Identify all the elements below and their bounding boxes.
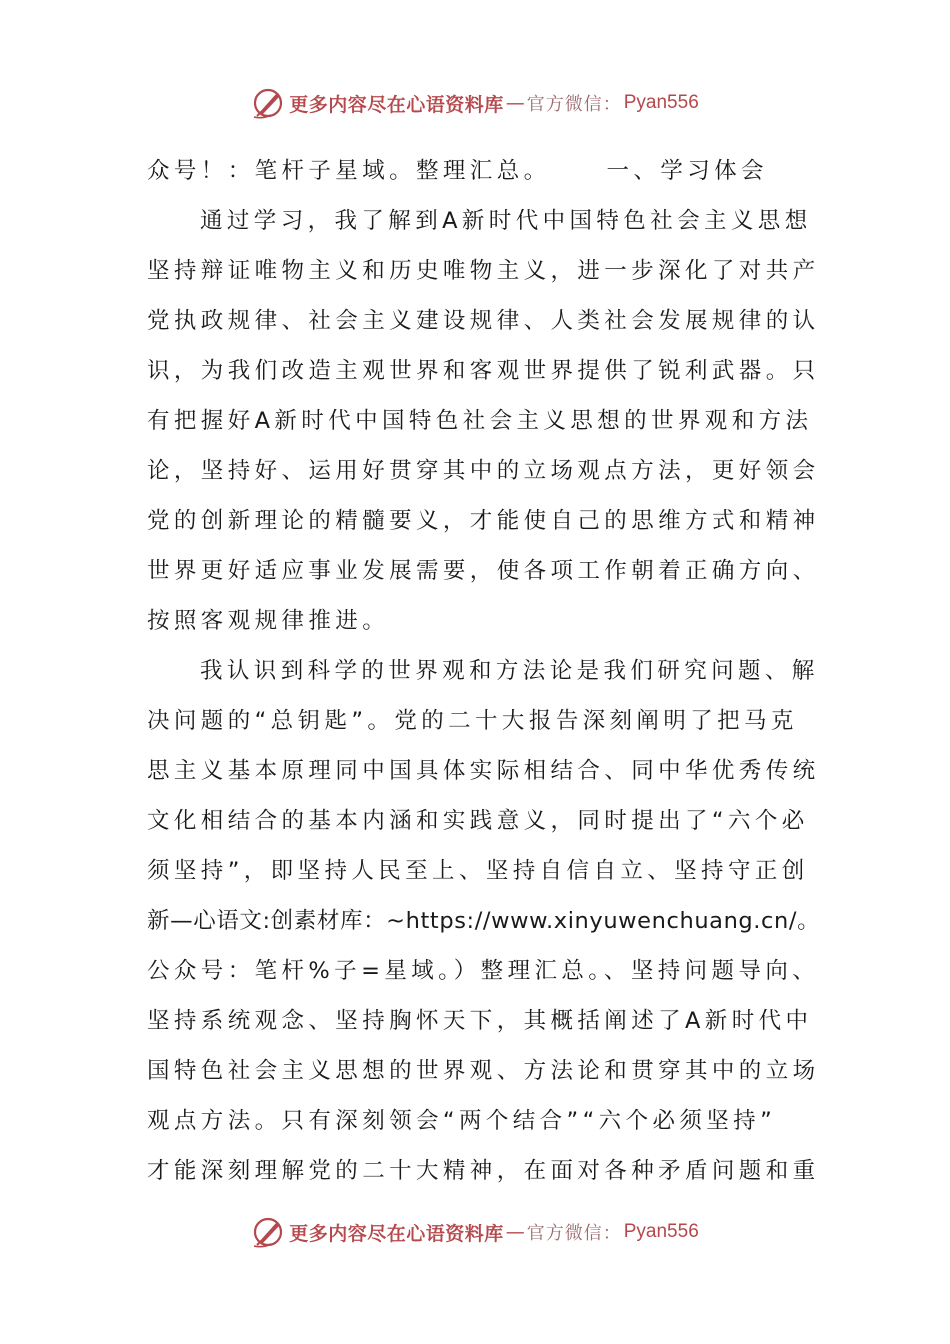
- first-line-text: 众号！：笔杆子星域。整理汇总。: [147, 158, 551, 184]
- text-line: 须坚持”，即坚持人民至上、坚持自信自立、坚持守正创: [147, 858, 809, 884]
- section-heading: 一、学习体会: [606, 158, 768, 184]
- banner-dash: —: [505, 92, 525, 114]
- text-line: 才能深刻理解党的二十大精神，在面对各种矛盾问题和重: [147, 1158, 820, 1184]
- text-line: 论，坚持好、运用好贯穿其中的立场观点方法，更好领会: [147, 458, 820, 484]
- text-line: 党的创新理论的精髓要义，才能使自己的思维方式和精神: [147, 508, 820, 534]
- banner-wechat-id: Pyan556: [623, 92, 699, 113]
- text-line: 公众号：笔杆%子=星域。）整理汇总。、坚持问题导向、: [147, 958, 820, 984]
- header-watermark-banner: [0, 83, 950, 123]
- first-line: [147, 146, 807, 196]
- text-line: 决问题的“总钥匙”。党的二十大报告深刻阐明了把马克: [147, 708, 798, 734]
- quill-logo-icon: [251, 86, 285, 120]
- footer-watermark-banner: [0, 1212, 950, 1252]
- text-line: 有把握好A新时代中国特色社会主义思想的世界观和方法: [147, 408, 813, 434]
- banner-official-label: 官方微信：: [526, 94, 622, 115]
- text-line: 按照客观规律推进。: [147, 608, 390, 634]
- text-line: 我认识到科学的世界观和方法论是我们研究问题、解: [200, 658, 819, 684]
- text-line: 坚持系统观念、坚持胸怀天下，其概括阐述了A新时代中: [147, 1008, 813, 1034]
- banner-brand-text: 更多内容尽在心语资料库: [289, 1222, 504, 1245]
- document-body: [147, 146, 821, 1196]
- text-line: 国特色社会主义思想的世界观、方法论和贯穿其中的立场: [147, 1058, 820, 1084]
- text-line: 文化相结合的基本内涵和实践意义，同时提出了“六个必: [147, 808, 809, 834]
- text-line: 识，为我们改造主观世界和客观世界提供了锐利武器。只: [147, 358, 820, 384]
- banner-wechat-id: Pyan556: [623, 1221, 699, 1242]
- banner-brand-text: 更多内容尽在心语资料库: [289, 93, 504, 116]
- text-line: 坚持辩证唯物主义和历史唯物主义，进一步深化了对共产: [147, 258, 820, 284]
- text-line: 思主义基本原理同中国具体实际相结合、同中华优秀传统: [147, 758, 820, 784]
- text-line: 党执政规律、社会主义建设规律、人类社会发展规律的认: [147, 308, 820, 334]
- banner-official-label: 官方微信：: [526, 1223, 622, 1244]
- text-line: 世界更好适应事业发展需要，使各项工作朝着正确方向、: [147, 558, 820, 584]
- banner-dash: —: [505, 1221, 525, 1243]
- text-line-url: 新—心语文:创素材库：~https://www.xinyuwenchuang.cn/。: [147, 908, 821, 934]
- text-line: 通过学习，我了解到A新时代中国特色社会主义思想: [200, 208, 812, 234]
- quill-logo-icon: [251, 1215, 285, 1249]
- text-line: 观点方法。只有深刻领会“两个结合”“六个必须坚持”: [147, 1108, 777, 1134]
